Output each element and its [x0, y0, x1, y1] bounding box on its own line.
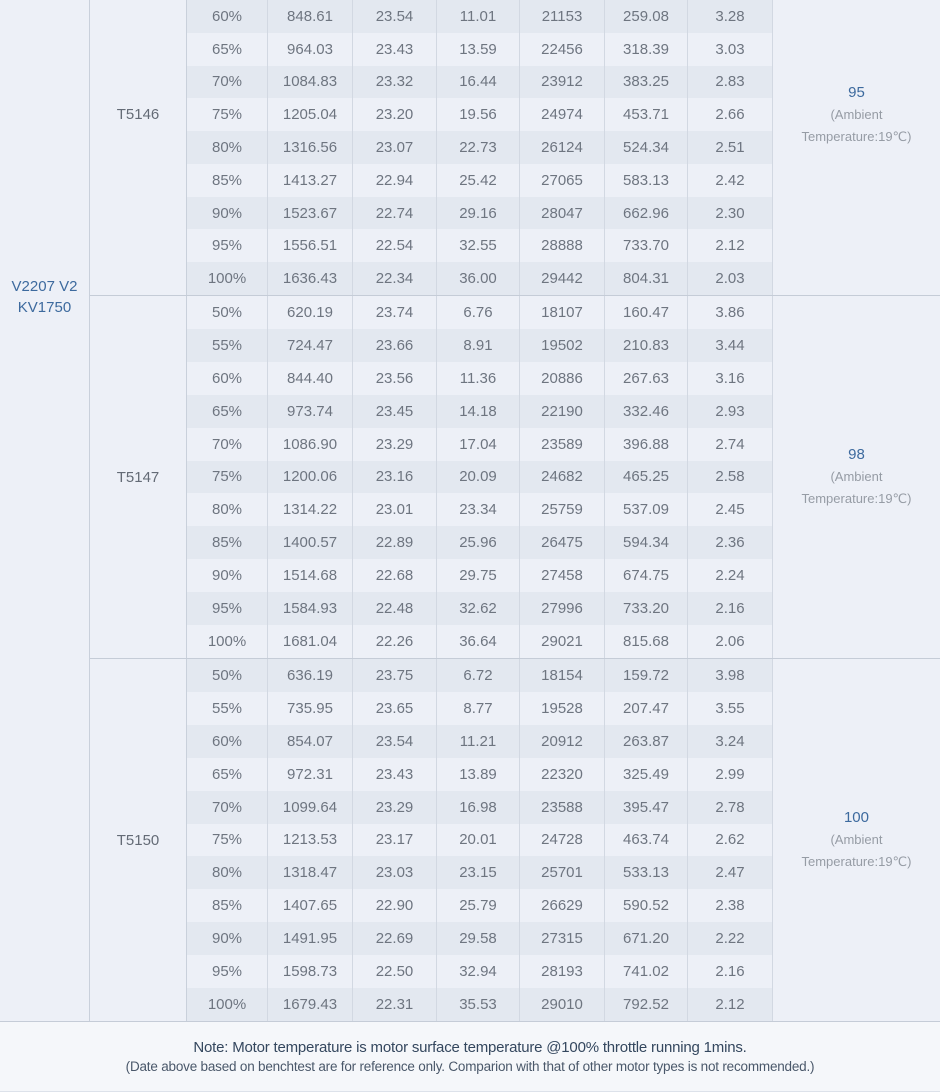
data-rows — [187, 0, 773, 295]
row-cell: 2.16 — [688, 592, 773, 625]
row-cell: 972.31 — [268, 758, 353, 791]
row-cell: 95% — [187, 592, 268, 625]
row-cell: 741.02 — [605, 955, 688, 988]
row-cell: 28047 — [520, 197, 605, 230]
row-cell: 29021 — [520, 625, 605, 658]
row-cell: 13.89 — [437, 758, 520, 791]
row-cell: 80% — [187, 493, 268, 526]
row-cell: 2.78 — [688, 791, 773, 824]
row-cell: 2.74 — [688, 428, 773, 461]
row-cell: 735.95 — [268, 692, 353, 725]
row-cell: 2.06 — [688, 625, 773, 658]
table-row — [187, 164, 773, 197]
row-cell: 160.47 — [605, 296, 688, 329]
table-row — [187, 98, 773, 131]
row-cell: 75% — [187, 461, 268, 494]
row-cell: 3.86 — [688, 296, 773, 329]
row-cell: 1400.57 — [268, 526, 353, 559]
row-cell: 383.25 — [605, 66, 688, 99]
row-cell: 396.88 — [605, 428, 688, 461]
row-cell: 332.46 — [605, 395, 688, 428]
row-cell: 65% — [187, 758, 268, 791]
row-cell: 23.03 — [353, 856, 437, 889]
row-cell: 22.48 — [353, 592, 437, 625]
row-cell: 23.29 — [353, 428, 437, 461]
prop-section — [90, 658, 940, 1021]
row-cell: 23.74 — [353, 296, 437, 329]
row-cell: 792.52 — [605, 988, 688, 1021]
row-cell: 662.96 — [605, 197, 688, 230]
row-cell: 3.44 — [688, 329, 773, 362]
row-cell: 25759 — [520, 493, 605, 526]
row-cell: 22190 — [520, 395, 605, 428]
row-cell: 2.12 — [688, 229, 773, 262]
row-cell: 844.40 — [268, 362, 353, 395]
table-row — [187, 296, 773, 329]
row-cell: 22.89 — [353, 526, 437, 559]
row-cell: 1681.04 — [268, 625, 353, 658]
note-line1: Note: Motor temperature is motor surface temperature @100% throttle running 1mins. — [193, 1039, 747, 1056]
row-cell: 16.98 — [437, 791, 520, 824]
row-cell: 815.68 — [605, 625, 688, 658]
row-cell: 1679.43 — [268, 988, 353, 1021]
row-cell: 159.72 — [605, 659, 688, 692]
row-cell: 590.52 — [605, 889, 688, 922]
row-cell: 95% — [187, 955, 268, 988]
row-cell: 22456 — [520, 33, 605, 66]
row-cell: 23.65 — [353, 692, 437, 725]
row-cell: 23.66 — [353, 329, 437, 362]
table-row — [187, 889, 773, 922]
row-cell: 36.64 — [437, 625, 520, 658]
row-cell: 3.03 — [688, 33, 773, 66]
row-cell: 2.16 — [688, 955, 773, 988]
row-cell: 210.83 — [605, 329, 688, 362]
row-cell: 80% — [187, 131, 268, 164]
row-cell: 14.18 — [437, 395, 520, 428]
row-cell: 18107 — [520, 296, 605, 329]
prop-model-label: T5147 — [116, 468, 160, 486]
temperature-value: 100 — [843, 809, 869, 826]
table-row — [187, 725, 773, 758]
row-cell: 1523.67 — [268, 197, 353, 230]
row-cell: 733.70 — [605, 229, 688, 262]
row-cell: 11.36 — [437, 362, 520, 395]
row-cell: 11.01 — [437, 0, 520, 33]
table-row — [187, 229, 773, 262]
row-cell: 1514.68 — [268, 559, 353, 592]
row-cell: 22.26 — [353, 625, 437, 658]
row-cell: 23.43 — [353, 33, 437, 66]
row-cell: 23.15 — [437, 856, 520, 889]
row-cell: 23.17 — [353, 824, 437, 857]
row-cell: 2.42 — [688, 164, 773, 197]
row-cell: 854.07 — [268, 725, 353, 758]
prop-section — [90, 295, 940, 658]
row-cell: 29.58 — [437, 922, 520, 955]
row-cell: 22.90 — [353, 889, 437, 922]
row-cell: 2.12 — [688, 988, 773, 1021]
temperature-cell — [773, 0, 940, 295]
row-cell: 32.94 — [437, 955, 520, 988]
row-cell: 1084.83 — [268, 66, 353, 99]
row-cell: 259.08 — [605, 0, 688, 33]
prop-sections — [90, 0, 940, 1021]
row-cell: 55% — [187, 329, 268, 362]
row-cell: 29.75 — [437, 559, 520, 592]
row-cell: 23.54 — [353, 725, 437, 758]
row-cell: 23.32 — [353, 66, 437, 99]
row-cell: 27315 — [520, 922, 605, 955]
row-cell: 2.38 — [688, 889, 773, 922]
row-cell: 973.74 — [268, 395, 353, 428]
table-row — [187, 922, 773, 955]
table-row — [187, 659, 773, 692]
table-row — [187, 856, 773, 889]
row-cell: 11.21 — [437, 725, 520, 758]
row-cell: 85% — [187, 889, 268, 922]
table-row — [187, 33, 773, 66]
row-cell: 29442 — [520, 262, 605, 295]
table-row — [187, 66, 773, 99]
row-cell: 674.75 — [605, 559, 688, 592]
table-row — [187, 625, 773, 658]
row-cell: 22.34 — [353, 262, 437, 295]
row-cell: 724.47 — [268, 329, 353, 362]
temperature-cell — [773, 296, 940, 658]
row-cell: 1556.51 — [268, 229, 353, 262]
row-cell: 22320 — [520, 758, 605, 791]
row-cell: 22.74 — [353, 197, 437, 230]
row-cell: 2.51 — [688, 131, 773, 164]
row-cell: 22.73 — [437, 131, 520, 164]
row-cell: 28888 — [520, 229, 605, 262]
row-cell: 2.36 — [688, 526, 773, 559]
row-cell: 636.19 — [268, 659, 353, 692]
row-cell: 23.75 — [353, 659, 437, 692]
ambient-temperature-note: Temperature:19℃) — [801, 854, 912, 869]
row-cell: 23589 — [520, 428, 605, 461]
row-cell: 537.09 — [605, 493, 688, 526]
prop-model-cell — [90, 296, 187, 658]
row-cell: 18154 — [520, 659, 605, 692]
row-cell: 23.29 — [353, 791, 437, 824]
row-cell: 22.50 — [353, 955, 437, 988]
row-cell: 463.74 — [605, 824, 688, 857]
row-cell: 1413.27 — [268, 164, 353, 197]
row-cell: 1407.65 — [268, 889, 353, 922]
row-cell: 1598.73 — [268, 955, 353, 988]
row-cell: 22.69 — [353, 922, 437, 955]
row-cell: 804.31 — [605, 262, 688, 295]
row-cell: 2.93 — [688, 395, 773, 428]
row-cell: 23588 — [520, 791, 605, 824]
table-row — [187, 526, 773, 559]
row-cell: 465.25 — [605, 461, 688, 494]
row-cell: 90% — [187, 197, 268, 230]
row-cell: 60% — [187, 362, 268, 395]
row-cell: 524.34 — [605, 131, 688, 164]
row-cell: 1200.06 — [268, 461, 353, 494]
row-cell: 70% — [187, 791, 268, 824]
row-cell: 964.03 — [268, 33, 353, 66]
table-row — [187, 395, 773, 428]
row-cell: 2.45 — [688, 493, 773, 526]
row-cell: 20912 — [520, 725, 605, 758]
row-cell: 1314.22 — [268, 493, 353, 526]
row-cell: 3.55 — [688, 692, 773, 725]
row-cell: 2.58 — [688, 461, 773, 494]
data-rows — [187, 659, 773, 1021]
row-cell: 671.20 — [605, 922, 688, 955]
row-cell: 267.63 — [605, 362, 688, 395]
table-row — [187, 0, 773, 33]
table-row — [187, 592, 773, 625]
row-cell: 20886 — [520, 362, 605, 395]
data-rows — [187, 296, 773, 658]
row-cell: 25.79 — [437, 889, 520, 922]
table-row — [187, 329, 773, 362]
row-cell: 1205.04 — [268, 98, 353, 131]
row-cell: 23.20 — [353, 98, 437, 131]
motor-model-cell — [0, 0, 90, 1021]
prop-model-cell — [90, 659, 187, 1021]
row-cell: 90% — [187, 922, 268, 955]
row-cell: 22.68 — [353, 559, 437, 592]
row-cell: 1086.90 — [268, 428, 353, 461]
row-cell: 23.16 — [353, 461, 437, 494]
row-cell: 23912 — [520, 66, 605, 99]
table-row — [187, 461, 773, 494]
table-row — [187, 559, 773, 592]
row-cell: 70% — [187, 428, 268, 461]
note-line2: (Date above based on benchtest are for reference only. Comparion with that of other motor types is not recommended.) — [125, 1059, 815, 1074]
row-cell: 16.44 — [437, 66, 520, 99]
row-cell: 24682 — [520, 461, 605, 494]
row-cell: 17.04 — [437, 428, 520, 461]
row-cell: 29.16 — [437, 197, 520, 230]
row-cell: 26124 — [520, 131, 605, 164]
table-row — [187, 692, 773, 725]
row-cell: 594.34 — [605, 526, 688, 559]
row-cell: 13.59 — [437, 33, 520, 66]
row-cell: 35.53 — [437, 988, 520, 1021]
ambient-temperature-note: (Ambient — [830, 106, 883, 122]
row-cell: 65% — [187, 33, 268, 66]
row-cell: 3.24 — [688, 725, 773, 758]
row-cell: 80% — [187, 856, 268, 889]
row-cell: 85% — [187, 164, 268, 197]
row-cell: 27065 — [520, 164, 605, 197]
prop-model-label: T5146 — [116, 106, 160, 123]
row-cell: 8.77 — [437, 692, 520, 725]
row-cell: 21153 — [520, 0, 605, 33]
row-cell: 32.55 — [437, 229, 520, 262]
row-cell: 1584.93 — [268, 592, 353, 625]
row-cell: 23.45 — [353, 395, 437, 428]
row-cell: 3.16 — [688, 362, 773, 395]
table-row — [187, 791, 773, 824]
row-cell: 85% — [187, 526, 268, 559]
row-cell: 90% — [187, 559, 268, 592]
row-cell: 24974 — [520, 98, 605, 131]
row-cell: 2.24 — [688, 559, 773, 592]
row-cell: 60% — [187, 0, 268, 33]
row-cell: 1099.64 — [268, 791, 353, 824]
row-cell: 32.62 — [437, 592, 520, 625]
row-cell: 55% — [187, 692, 268, 725]
table-row — [187, 493, 773, 526]
row-cell: 36.00 — [437, 262, 520, 295]
row-cell: 19502 — [520, 329, 605, 362]
row-cell: 27458 — [520, 559, 605, 592]
row-cell: 1491.95 — [268, 922, 353, 955]
row-cell: 620.19 — [268, 296, 353, 329]
row-cell: 60% — [187, 725, 268, 758]
table-row — [187, 197, 773, 230]
row-cell: 848.61 — [268, 0, 353, 33]
row-cell: 25.96 — [437, 526, 520, 559]
row-cell: 23.54 — [353, 0, 437, 33]
row-cell: 23.07 — [353, 131, 437, 164]
row-cell: 100% — [187, 625, 268, 658]
row-cell: 1213.53 — [268, 824, 353, 857]
row-cell: 207.47 — [605, 692, 688, 725]
row-cell: 395.47 — [605, 791, 688, 824]
row-cell: 583.13 — [605, 164, 688, 197]
row-cell: 453.71 — [605, 98, 688, 131]
ambient-temperature-note: (Ambient — [830, 469, 883, 484]
table-row — [187, 131, 773, 164]
row-cell: 95% — [187, 229, 268, 262]
row-cell: 25701 — [520, 856, 605, 889]
row-cell: 2.30 — [688, 197, 773, 230]
motor-model-line2: KV1750 — [17, 299, 72, 316]
row-cell: 2.99 — [688, 758, 773, 791]
row-cell: 318.39 — [605, 33, 688, 66]
row-cell: 50% — [187, 296, 268, 329]
row-cell: 533.13 — [605, 856, 688, 889]
row-cell: 2.47 — [688, 856, 773, 889]
table-row — [187, 988, 773, 1021]
ambient-temperature-note: Temperature:19℃) — [801, 491, 912, 506]
row-cell: 28193 — [520, 955, 605, 988]
row-cell: 23.34 — [437, 493, 520, 526]
row-cell: 100% — [187, 988, 268, 1021]
row-cell: 263.87 — [605, 725, 688, 758]
row-cell: 2.66 — [688, 98, 773, 131]
prop-model-label: T5150 — [116, 831, 160, 849]
row-cell: 20.01 — [437, 824, 520, 857]
row-cell: 26629 — [520, 889, 605, 922]
row-cell: 325.49 — [605, 758, 688, 791]
motor-model-line1: V2207 V2 — [11, 278, 78, 295]
ambient-temperature-note: (Ambient — [830, 832, 883, 847]
row-cell: 50% — [187, 659, 268, 692]
row-cell: 100% — [187, 262, 268, 295]
row-cell: 75% — [187, 98, 268, 131]
note-area — [0, 1021, 940, 1092]
row-cell: 70% — [187, 66, 268, 99]
row-cell: 23.43 — [353, 758, 437, 791]
row-cell: 1636.43 — [268, 262, 353, 295]
row-cell: 1316.56 — [268, 131, 353, 164]
row-cell: 2.03 — [688, 262, 773, 295]
motor-model-label — [0, 276, 89, 318]
row-cell: 733.20 — [605, 592, 688, 625]
row-cell: 6.76 — [437, 296, 520, 329]
row-cell: 22.94 — [353, 164, 437, 197]
table-row — [187, 955, 773, 988]
row-cell: 23.01 — [353, 493, 437, 526]
row-cell: 29010 — [520, 988, 605, 1021]
table-row — [187, 428, 773, 461]
prop-model-cell — [90, 0, 187, 295]
row-cell: 2.83 — [688, 66, 773, 99]
row-cell: 65% — [187, 395, 268, 428]
row-cell: 75% — [187, 824, 268, 857]
table-row — [187, 362, 773, 395]
row-cell: 24728 — [520, 824, 605, 857]
row-cell: 19528 — [520, 692, 605, 725]
table-row — [187, 824, 773, 857]
row-cell: 27996 — [520, 592, 605, 625]
table-row — [187, 262, 773, 295]
row-cell: 22.54 — [353, 229, 437, 262]
temperature-value: 98 — [848, 446, 865, 463]
table-row — [187, 758, 773, 791]
row-cell: 1318.47 — [268, 856, 353, 889]
row-cell: 25.42 — [437, 164, 520, 197]
row-cell: 22.31 — [353, 988, 437, 1021]
row-cell: 6.72 — [437, 659, 520, 692]
temperature-cell — [773, 659, 940, 1021]
row-cell: 2.22 — [688, 922, 773, 955]
row-cell: 3.98 — [688, 659, 773, 692]
row-cell: 2.62 — [688, 824, 773, 857]
row-cell: 23.56 — [353, 362, 437, 395]
row-cell: 8.91 — [437, 329, 520, 362]
row-cell: 19.56 — [437, 98, 520, 131]
row-cell: 3.28 — [688, 0, 773, 33]
row-cell: 20.09 — [437, 461, 520, 494]
ambient-temperature-note: Temperature:19℃) — [801, 128, 912, 144]
row-cell: 26475 — [520, 526, 605, 559]
prop-section — [90, 0, 940, 295]
temperature-value: 95 — [848, 83, 865, 101]
